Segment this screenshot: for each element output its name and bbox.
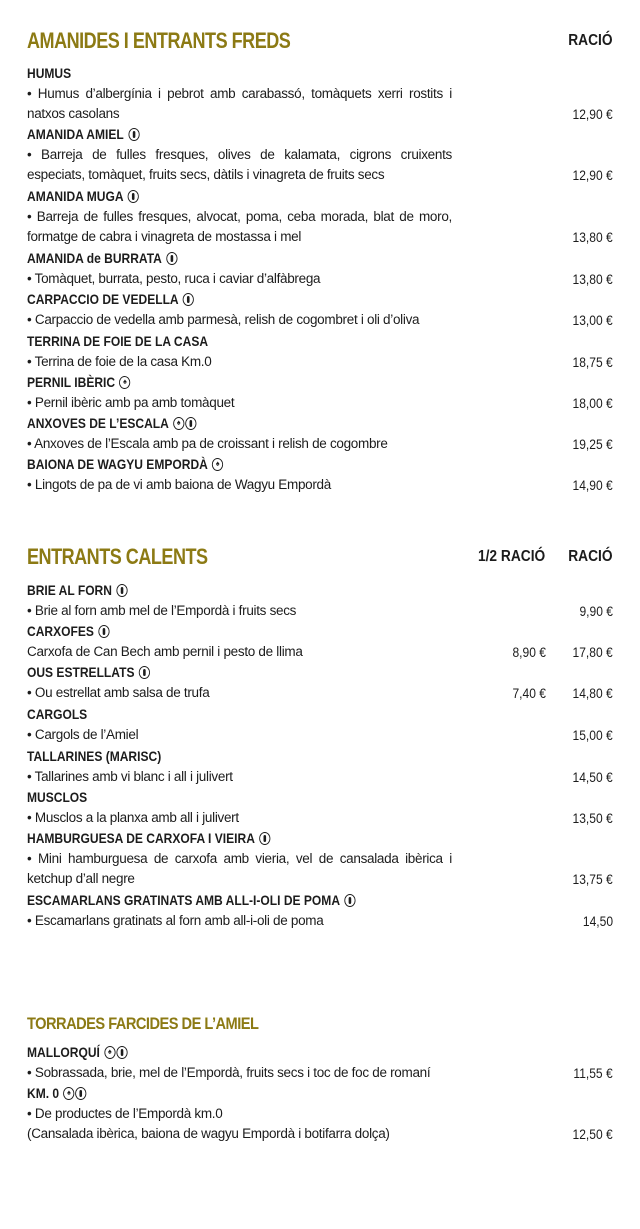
gluten-free-icon xyxy=(212,458,223,471)
item-description: • Carpaccio de vedella amb parmesà, relish de cogombret i oli d’oliva xyxy=(27,311,420,327)
diet-icons xyxy=(128,128,139,141)
column-half-racio: 1/2 RACIÓ xyxy=(477,548,545,565)
item-description: • Humus d’albergínia i pebrot amb carabassó, tomàquets xerri rostits i natxos casolans xyxy=(27,85,452,121)
item-name-row xyxy=(27,1083,531,1104)
menu-item xyxy=(27,704,613,745)
vegetarian-icon xyxy=(139,666,150,679)
item-name-row xyxy=(27,580,531,601)
menu-item xyxy=(27,372,613,413)
item-name: OUS ESTRELLATS xyxy=(27,664,135,680)
item-price: 13,50 € xyxy=(572,809,613,826)
item-name: CARXOFES xyxy=(27,623,94,639)
item-name: BAIONA DE WAGYU EMPORDÀ xyxy=(27,456,208,472)
menu-item xyxy=(27,1042,613,1083)
item-name-row xyxy=(27,890,531,911)
item-half-price: 7,40 € xyxy=(512,684,546,701)
item-description: • Barreja de fulles fresques, alvocat, poma, ceba morada, blat de moro, formatge de cabra i vinagreta de mostassa i mel xyxy=(27,208,452,244)
item-price: 12,90 € xyxy=(572,106,613,122)
item-price: 18,00 € xyxy=(572,394,613,411)
item-name: AMANIDA MUGA xyxy=(27,188,124,204)
item-description: • Tallarines amb vi blanc i all i julivert xyxy=(27,768,233,784)
menu-item xyxy=(27,248,613,289)
item-name: MALLORQUÍ xyxy=(27,1044,100,1060)
column-racio: RACIÓ xyxy=(568,32,613,49)
section-title: TORRADES FARCIDES DE L’AMIEL xyxy=(27,1014,259,1033)
diet-icons xyxy=(116,584,127,597)
item-name: CARGOLS xyxy=(27,706,88,722)
item-description: • Anxoves de l’Escala amb pa de croissant i relish de cogombre xyxy=(27,435,388,451)
section-title: AMANIDES I ENTRANTS FREDS xyxy=(27,28,291,53)
item-name: TERRINA DE FOIE DE LA CASA xyxy=(27,333,209,349)
item-name: ESCAMARLANS GRATINATS AMB ALL-I-OLI DE POMA xyxy=(27,892,341,908)
item-price: 12,90 € xyxy=(572,167,613,183)
item-name: AMANIDA AMIEL xyxy=(27,126,124,142)
menu-item xyxy=(27,828,613,890)
vegetarian-icon xyxy=(128,128,139,141)
item-name-row xyxy=(27,787,531,808)
menu-item xyxy=(27,454,613,495)
item-description: • Cargols de l’Amiel xyxy=(27,726,139,742)
item-price: 17,80 € xyxy=(572,643,613,660)
vegetarian-icon xyxy=(344,894,355,907)
item-price: 14,90 € xyxy=(572,476,613,493)
menu-item xyxy=(27,63,613,125)
diet-icons xyxy=(344,894,355,907)
section-header-calents xyxy=(27,544,613,574)
diet-icons xyxy=(128,190,139,203)
gluten-free-icon xyxy=(104,1046,115,1059)
diet-icons xyxy=(183,293,194,306)
vegetarian-icon xyxy=(75,1087,86,1100)
item-name-row xyxy=(27,704,531,725)
item-name-row xyxy=(27,1042,531,1063)
item-description: • Ou estrellat amb salsa de trufa xyxy=(27,684,210,700)
menu-item xyxy=(27,124,613,186)
diet-icons xyxy=(259,832,270,845)
vegetarian-icon xyxy=(166,252,177,265)
item-name: KM. 0 xyxy=(27,1085,60,1101)
vegetarian-icon xyxy=(259,832,270,845)
item-name: TALLARINES (MARISC) xyxy=(27,748,162,764)
diet-icons xyxy=(139,666,150,679)
item-description: • Mini hamburguesa de carxofa amb vieria, vel de cansalada ibèrica i ketchup d’all negre xyxy=(27,850,452,886)
item-name-row xyxy=(27,289,531,310)
vegetarian-icon xyxy=(128,190,139,203)
menu-item xyxy=(27,662,613,703)
item-name: ANXOVES DE L’ESCALA xyxy=(27,415,169,431)
diet-icons xyxy=(119,376,130,389)
item-name: HUMUS xyxy=(27,65,72,81)
item-price: 14,50 xyxy=(582,912,613,929)
item-name-row xyxy=(27,331,531,352)
item-price: 13,80 € xyxy=(572,270,613,287)
menu-item xyxy=(27,186,613,248)
vegetarian-icon xyxy=(98,625,109,638)
item-name: CARPACCIO DE VEDELLA xyxy=(27,291,179,307)
item-name-row xyxy=(27,124,531,145)
item-name-row xyxy=(27,828,531,849)
diet-icons xyxy=(212,458,223,471)
gluten-free-icon xyxy=(173,417,184,430)
section-header-torrades xyxy=(27,1014,613,1044)
item-name-row xyxy=(27,662,531,683)
diet-icons xyxy=(173,417,196,430)
menu-item xyxy=(27,331,613,372)
diet-icons xyxy=(98,625,109,638)
item-name: HAMBURGUESA DE CARXOFA I VIEIRA xyxy=(27,830,255,846)
item-description: • Brie al forn amb mel de l’Empordà i fruits secs xyxy=(27,602,297,618)
item-name-row xyxy=(27,63,531,84)
menu-item xyxy=(27,413,613,454)
item-description: • Escamarlans gratinats al forn amb all-i-oli de poma xyxy=(27,912,324,928)
item-name: MUSCLOS xyxy=(27,789,88,805)
item-name-row xyxy=(27,454,531,475)
item-price: 14,80 € xyxy=(572,684,613,701)
section-title: ENTRANTS CALENTS xyxy=(27,544,208,569)
item-name-row xyxy=(27,413,531,434)
item-name-row xyxy=(27,746,531,767)
vegetarian-icon xyxy=(116,584,127,597)
item-name: BRIE AL FORN xyxy=(27,582,112,598)
menu-item xyxy=(27,746,613,787)
menu-item xyxy=(27,621,613,662)
item-price: 12,50 € xyxy=(572,1126,613,1142)
gluten-free-icon xyxy=(63,1087,74,1100)
vegetarian-icon xyxy=(183,293,194,306)
item-name-row xyxy=(27,621,531,642)
item-description: Carxofa de Can Bech amb pernil i pesto de llima xyxy=(27,643,303,659)
item-description: • Musclos a la planxa amb all i julivert xyxy=(27,809,239,825)
item-name: AMANIDA de BURRATA xyxy=(27,250,162,266)
item-name-row xyxy=(27,372,531,393)
item-price: 14,50 € xyxy=(572,768,613,785)
menu-item xyxy=(27,1083,613,1145)
column-racio: RACIÓ xyxy=(568,548,613,565)
vegetarian-icon xyxy=(185,417,196,430)
item-price: 13,00 € xyxy=(572,311,613,328)
section-header-amanides xyxy=(27,28,613,58)
item-description: • De productes de l’Empordà km.0 (Cansalada ibèrica, baiona de wagyu Empordà i botifarra dolça) xyxy=(27,1105,390,1141)
item-description: • Lingots de pa de vi amb baiona de Wagyu Empordà xyxy=(27,476,331,492)
menu-item xyxy=(27,289,613,330)
item-name-row xyxy=(27,248,531,269)
gluten-free-icon xyxy=(119,376,130,389)
item-price: 11,55 € xyxy=(573,1064,613,1081)
item-price: 13,75 € xyxy=(572,871,613,887)
menu-item xyxy=(27,890,613,931)
menu-item xyxy=(27,787,613,828)
diet-icons xyxy=(104,1046,127,1059)
diet-icons xyxy=(63,1087,86,1100)
diet-icons xyxy=(166,252,177,265)
item-price: 19,25 € xyxy=(572,435,613,452)
item-name: PERNIL IBÈRIC xyxy=(27,374,116,390)
menu-item xyxy=(27,580,613,621)
item-name-row xyxy=(27,186,531,207)
item-half-price: 8,90 € xyxy=(512,643,546,660)
item-price: 18,75 € xyxy=(572,353,613,370)
item-description: • Tomàquet, burrata, pesto, ruca i caviar d’alfàbrega xyxy=(27,270,321,286)
item-description: • Sobrassada, brie, mel de l’Empordà, fruits secs i toc de foc de romaní xyxy=(27,1064,431,1080)
item-price: 13,80 € xyxy=(572,229,613,245)
item-price: 15,00 € xyxy=(572,726,613,743)
item-description: • Barreja de fulles fresques, olives de kalamata, cigrons cruixents especiats, tomàquet, fruits secs, dàtils i vinagreta de fruits secs xyxy=(27,146,452,182)
item-description: • Terrina de foie de la casa Km.0 xyxy=(27,353,212,369)
item-price: 9,90 € xyxy=(579,602,613,619)
item-description: • Pernil ibèric amb pa amb tomàquet xyxy=(27,394,235,410)
vegetarian-icon xyxy=(116,1046,127,1059)
